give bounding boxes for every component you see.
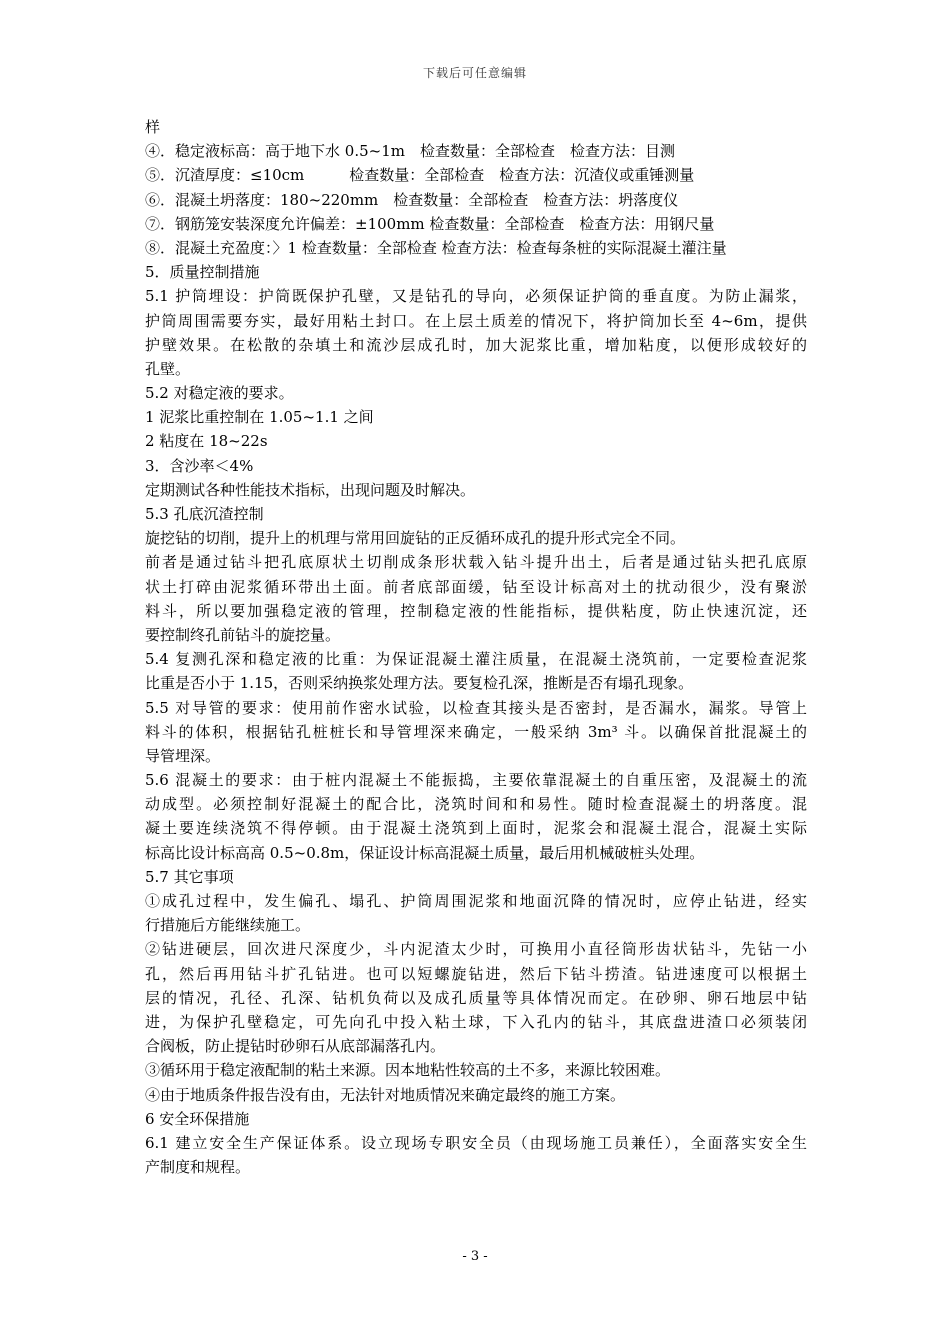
text-line: 6 安全环保措施 <box>145 1109 250 1128</box>
text-line: ③循环用于稳定液配制的粘土来源。因本地粘性较高的土不多，来源比较困难。 <box>145 1061 671 1080</box>
text-line: ⑤．沉渣厚度：≤10cm 检查数量：全部检查 检查方法：沉渣仪或重锤测量 <box>145 166 695 185</box>
text-line: 5.4 复测孔深和稳定液的比重：为保证混凝土灌注质量，在混凝土浇筑前，一定要检查泥浆 <box>145 650 807 669</box>
text-line: 比重是否小于 1.15，否则采纳换浆处理方法。要复检孔深，推断是否有塌孔现象。 <box>145 674 694 693</box>
text-line: 行措施后方能继续施工。 <box>145 916 311 935</box>
text-line: 5.2 对稳定液的要求。 <box>145 384 294 403</box>
text-line: 5.7 其它事项 <box>145 867 234 886</box>
text-line: 状土打碎由泥浆循环带出土面。前者底部面缓，钻至设计标高对土的扰动很少，没有聚淤 <box>145 577 807 596</box>
text-line: 料斗，所以要加强稳定液的管理，控制稳定液的性能指标，提供粘度，防止快速沉淀，还 <box>145 601 807 620</box>
text-line: 5.1 护筒埋设：护筒既保护孔壁，又是钻孔的导向，必须保证护筒的垂直度。为防止漏浆， <box>145 287 807 306</box>
text-line: ⑥．混凝土坍落度：180~220mm 检查数量：全部检查 检查方法：坍落度仪 <box>145 190 679 209</box>
text-line: 3．含沙率＜4% <box>145 456 254 475</box>
text-line: ④．稳定液标高：高于地下水 0.5~1m 检查数量：全部检查 检查方法：目测 <box>145 142 675 161</box>
text-line: 凝土要连续浇筑不得停顿。由于混凝土浇筑到上面时，泥浆会和混凝土混合，混凝土实际 <box>145 819 807 838</box>
text-line: 护壁效果。在松散的杂填土和流沙层成孔时，加大泥浆比重，增加粘度，以便形成较好的 <box>145 335 807 354</box>
text-line: 5.6 混凝土的要求：由于桩内混凝土不能振捣，主要依靠混凝土的自重压密，及混凝土的流 <box>145 771 807 790</box>
text-line: 孔，然后再用钻斗扩孔钻进。也可以短螺旋钻进，然后下钻斗捞渣。钻进速度可以根据土 <box>145 964 807 983</box>
text-line: 料斗的体积，根据钻孔桩桩长和导管埋深来确定，一般采纳 3m³ 斗。以确保首批混凝土的 <box>145 722 807 741</box>
page-header: 下载后可任意编辑 <box>422 66 527 80</box>
text-line: 6.1 建立安全生产保证体系。设立现场专职安全员（由现场施工员兼任），全面落实安全生 <box>145 1133 807 1152</box>
text-line: ①成孔过程中，发生偏孔、塌孔、护筒周围泥浆和地面沉降的情况时，应停止钻进，经实 <box>145 892 807 910</box>
text-line: 要控制终孔前钻斗的旋挖量。 <box>145 625 341 644</box>
text-line: 进，为保护孔壁稳定，可先向孔中投入粘土球，下入孔内的钻斗，其底盘进渣口必须装闭 <box>145 1012 807 1031</box>
page-number: - 3 - <box>462 1249 488 1264</box>
text-line: 前者是通过钻斗把孔底原状土切削成条形状载入钻斗提升出土，后者是通过钻头把孔底原 <box>145 553 807 572</box>
text-line: 旋挖钻的切削，提升上的机理与常用回旋钻的正反循环成孔的提升形式完全不同。 <box>145 529 686 548</box>
text-line: 护筒周围需要夯实，最好用粘土封口。在上层土质差的情况下，将护筒加长至 4~6m，提供 <box>145 311 807 330</box>
text-line: ⑦．钢筋笼安装深度允许偏差：±100mm 检查数量：全部检查 检查方法：用钢尺量 <box>145 214 715 233</box>
text-line: 层的情况，孔径、孔深、钻机负荷以及成孔质量等具体情况而定。在砂卵、卵石地层中钻 <box>145 988 807 1007</box>
document-body <box>145 115 807 1179</box>
text-line: 动成型。必须控制好混凝土的配合比，浇筑时间和和易性。随时检查混凝土的坍落度。混 <box>145 795 807 814</box>
text-line: 孔壁。 <box>145 359 191 378</box>
text-line: 1 泥浆比重控制在 1.05~1.1 之间 <box>145 408 374 427</box>
text-line: ④由于地质条件报告没有由，无法针对地质情况来确定最终的施工方案。 <box>145 1085 626 1104</box>
text-line: ②钻进硬层，回次进尺深度少，斗内泥渣太少时，可换用小直径筒形齿状钻斗，先钻一小 <box>145 940 807 959</box>
text-line: ⑧．混凝土充盈度：〉1 检查数量：全部检查 检查方法：检查每条桩的实际混凝土灌注量 <box>145 238 727 257</box>
text-line: 标高比设计标高高 0.5~0.8m，保证设计标高混凝土质量，最后用机械破桩头处理。 <box>145 843 705 862</box>
text-line: 产制度和规程。 <box>145 1158 251 1177</box>
text-line: 合阀板，防止提钻时砂卵石从底部漏落孔内。 <box>145 1037 446 1056</box>
text-line: 5.5 对导管的要求：使用前作密水试验，以检查其接头是否密封，是否漏水，漏浆。导管上 <box>145 698 807 717</box>
text-line: 5.3 孔底沉渣控制 <box>145 505 264 523</box>
text-line: 5．质量控制措施 <box>145 263 260 282</box>
text-line: 导管埋深。 <box>145 746 221 765</box>
text-line: 样 <box>145 118 161 136</box>
text-line: 定期测试各种性能技术指标，出现问题及时解决。 <box>145 480 476 499</box>
text-line: 2 粘度在 18~22s <box>145 432 268 451</box>
